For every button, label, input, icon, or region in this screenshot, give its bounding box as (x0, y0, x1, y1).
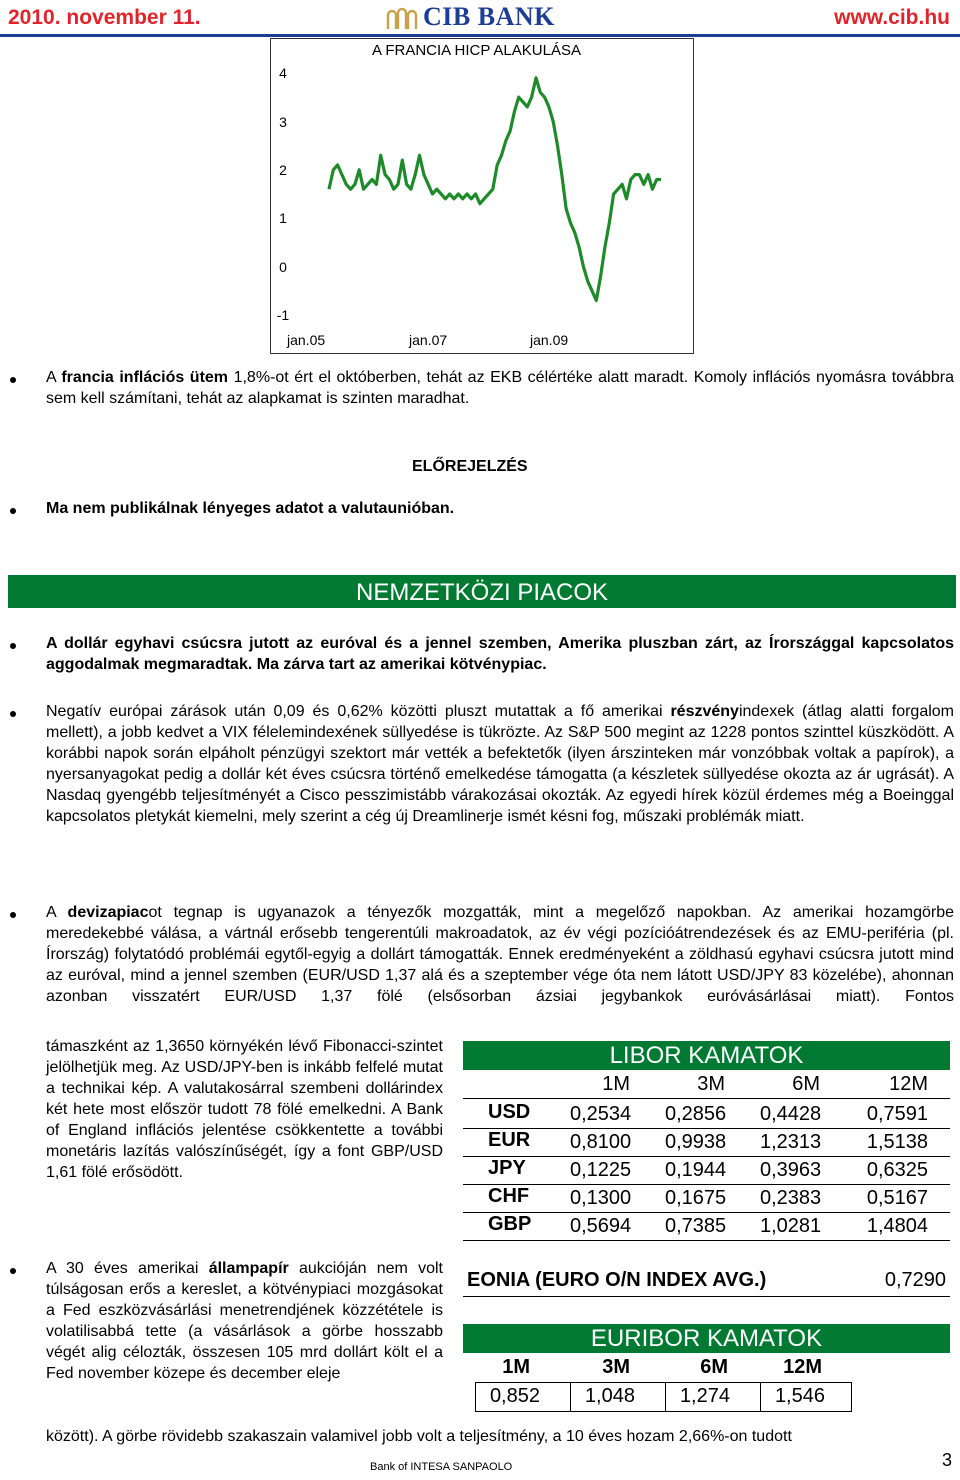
y-tick-label: 3 (279, 114, 287, 130)
libor-divider (463, 1098, 950, 1099)
intesa-sanpaolo-logo (370, 1461, 512, 1473)
libor-col-header: 6M (792, 1073, 820, 1095)
libor-row-divider (463, 1212, 950, 1213)
hicp-series-line (329, 78, 661, 301)
libor-value: 0,5167 (866, 1187, 928, 1209)
libor-title: LIBOR KAMATOK (609, 1042, 804, 1069)
libor-currency: USD (488, 1101, 531, 1123)
libor-col-header: 3M (697, 1073, 725, 1095)
libor-value: 1,0281 (760, 1215, 822, 1237)
libor-title-bar (463, 1041, 950, 1070)
y-tick-label: 0 (279, 259, 287, 275)
y-tick-label: 2 (279, 162, 287, 178)
libor-currency: JPY (488, 1157, 526, 1179)
libor-value: 0,1944 (665, 1159, 727, 1181)
cib-logo-icon (385, 3, 419, 31)
libor-value: 0,2856 (665, 1103, 727, 1125)
euribor-cell-divider (665, 1382, 666, 1412)
bullet (10, 643, 16, 649)
eonia-label: EONIA (EURO O/N INDEX AVG.) (467, 1269, 767, 1291)
libor-value: 0,1300 (570, 1187, 632, 1209)
forecast-heading: ELŐREJELZÉS (412, 458, 528, 475)
euribor-col-header: 3M (602, 1356, 630, 1378)
bullet (10, 711, 16, 717)
chart-title: A FRANCIA HICP ALAKULÁSA (372, 42, 581, 59)
x-tick-label: jan.05 (287, 332, 326, 348)
euribor-col-header: 12M (783, 1356, 822, 1378)
header-url[interactable]: www.cib.hu (834, 6, 950, 29)
libor-value: 0,8100 (570, 1131, 632, 1153)
libor-value: 1,4804 (866, 1215, 928, 1237)
libor-value: 0,7385 (665, 1215, 727, 1237)
bullet (10, 377, 16, 383)
libor-value: 1,5138 (866, 1131, 928, 1153)
euribor-value: 0,852 (489, 1385, 540, 1407)
libor-currency: GBP (488, 1213, 532, 1235)
libor-value: 0,4428 (760, 1103, 822, 1125)
y-tick-label: 4 (279, 65, 287, 81)
forecast-text: Ma nem publikálnak lényeges adatot a valutaunióban. (46, 500, 455, 517)
header-divider (0, 34, 960, 37)
hicp-paragraph: A francia inflációs ütem 1,8%-ot ért el októberben, tehát az EKB célértéke alatt maradt. Komoly inflációs nyomásra továbbra sem kell számítani, tehát az alapkamat is szinten maradhat. (46, 369, 955, 407)
page-number: 3 (942, 1450, 953, 1470)
libor-row-divider (463, 1240, 950, 1241)
hicp-line-chart (281, 38, 694, 344)
euribor-value: 1,048 (584, 1385, 635, 1407)
brand-name: CIB BANK (423, 2, 555, 31)
footer-logo-text: Bank of INTESA SANPAOLO (370, 1461, 513, 1473)
libor-col-header: 1M (602, 1073, 630, 1095)
y-tick-label: 1 (279, 210, 287, 226)
market-summary: A dollár egyhavi csúcsra jutott az euróval és a jennel szemben, Amerika pluszban zárt, az Írországgal kapcsolatos aggodalmak megmaradtak. Ma zárva tart az amerikai kötvénypiac. (46, 635, 954, 673)
euribor-title-bar (463, 1324, 950, 1353)
equity-paragraph: Negatív európai zárások után 0,09 és 0,62% közötti pluszt mutattak a fő amerikai részvényindexek (átlag alatti forgalom mellett), a jobb kedvet a VIX félelemindexének süllyedése is tükrözte. Az S&P 500 megint az 1228 pontos szinttel küszködött. A korábbi napok során elpáholt pénzügyi szektort már vették a befektetők (ilyen árszinteken már vonzóbbak voltak a papírok), a nyersanyagokat pedig a dollár két éves csúcsra történő emelkedése támogatta (a készletek süllyedése okozta az ár ugrását). A Nasdaq gyengébb teljesítményét a Cisco pesszimistább várakozásai okozták. Az egyedi hírek közül érdemes még a Boeinggal kapcsolatos pletykát kiemelni, mely szerint a cég új Dreamlinerje ismét késni fog, műszaki problémák miatt. (46, 703, 954, 825)
libor-currency: CHF (488, 1185, 530, 1207)
libor-row-divider (463, 1156, 950, 1157)
bond-paragraph-last-line: között). A görbe rövidebb szakaszain valamivel jobb volt a teljesítmény, a 10 éves hozam 2,66%-on tudott (46, 1428, 792, 1445)
libor-value: 1,2313 (760, 1131, 822, 1153)
bullet (10, 508, 16, 514)
fx-paragraph: A devizapiacot tegnap is ugyanazok a tényezők mozgatták, mint a megelőző napokban. Az amerikai hozamgörbe meredekebbé válása, a vártnál erősebb tengerentúli makroadatok, az év végi pozícióátrendezések és az EMU-periféria (pl. Írország) folytatódó problémái egytől-egyig a dollárt támogatták. Ennek eredményeként a zöldhasú egyhavi csúcsra jutott mind az euróval, mind a jennel szemben (EUR/USD 1,37 alá és a szeptember vége óta nem látott USD/JPY 83 közelébe), ahonnan azonban visszatért EUR/USD 1,37 fölé (elsősorban ázsiai jegybankok euróvásárlásai miatt). Fontos (46, 904, 955, 1005)
fx-paragraph-continued: támaszként az 1,3650 környékén lévő Fibonacci-szintet jelölhetjük meg. Az USD/JPY-ben is inkább felfelé mutat a technikai kép. A valutakosárral szembeni dollárindex két hete most először tudott 78 fölé emelkedni. A Bank of England inflációs jelentése csökkentette a további monetáris lazítás valószínűségét, így a font GBP/USD 1,61 fölé erősödött. (46, 1038, 443, 1181)
libor-value: 0,2383 (760, 1187, 822, 1209)
euribor-col-header: 6M (700, 1356, 728, 1378)
x-tick-label: jan.09 (530, 332, 569, 348)
eonia-value: 0,7290 (884, 1269, 946, 1291)
bond-paragraph: A 30 éves amerikai állampapír aukcióján nem volt túlságosan erős a kereslet, a kötvénypiaci mozgásokat a Fed eszközvásárlási menetrendjének közzététele is volatilisabbá tette (a vásárlások a görbe hosszabb végét alig célozták, összesen 105 mrd dollárt költ el a Fed november közepe és december eleje (46, 1260, 443, 1382)
libor-value: 0,1225 (570, 1159, 632, 1181)
libor-value: 0,1675 (665, 1187, 727, 1209)
header-date: 2010. november 11. (8, 6, 201, 29)
euribor-title: EURIBOR KAMATOK (590, 1325, 823, 1352)
y-tick-label: -1 (276, 307, 290, 323)
eonia-divider (463, 1296, 950, 1297)
section-title: NEMZETKÖZI PIACOK (355, 579, 609, 606)
euribor-cell-divider (570, 1382, 571, 1412)
libor-value: 0,2534 (570, 1103, 632, 1125)
cib-bank-logo (385, 2, 555, 32)
libor-row-divider (463, 1184, 950, 1185)
eonia-row (463, 1265, 950, 1297)
x-tick-label: jan.07 (409, 332, 448, 348)
libor-value: 0,3963 (760, 1159, 822, 1181)
libor-row-divider (463, 1128, 950, 1129)
libor-currency: EUR (488, 1129, 531, 1151)
libor-value: 0,6325 (866, 1159, 928, 1181)
libor-value: 0,9938 (665, 1131, 727, 1153)
euribor-cell-divider (760, 1382, 761, 1412)
libor-value: 0,5694 (570, 1215, 632, 1237)
libor-col-header: 12M (889, 1073, 928, 1095)
bullet (10, 1268, 16, 1274)
euribor-value: 1,274 (679, 1385, 730, 1407)
bullet (10, 912, 16, 918)
euribor-value: 1,546 (774, 1385, 825, 1407)
section-banner (8, 575, 956, 608)
euribor-col-header: 1M (502, 1356, 530, 1378)
libor-value: 0,7591 (866, 1103, 928, 1125)
